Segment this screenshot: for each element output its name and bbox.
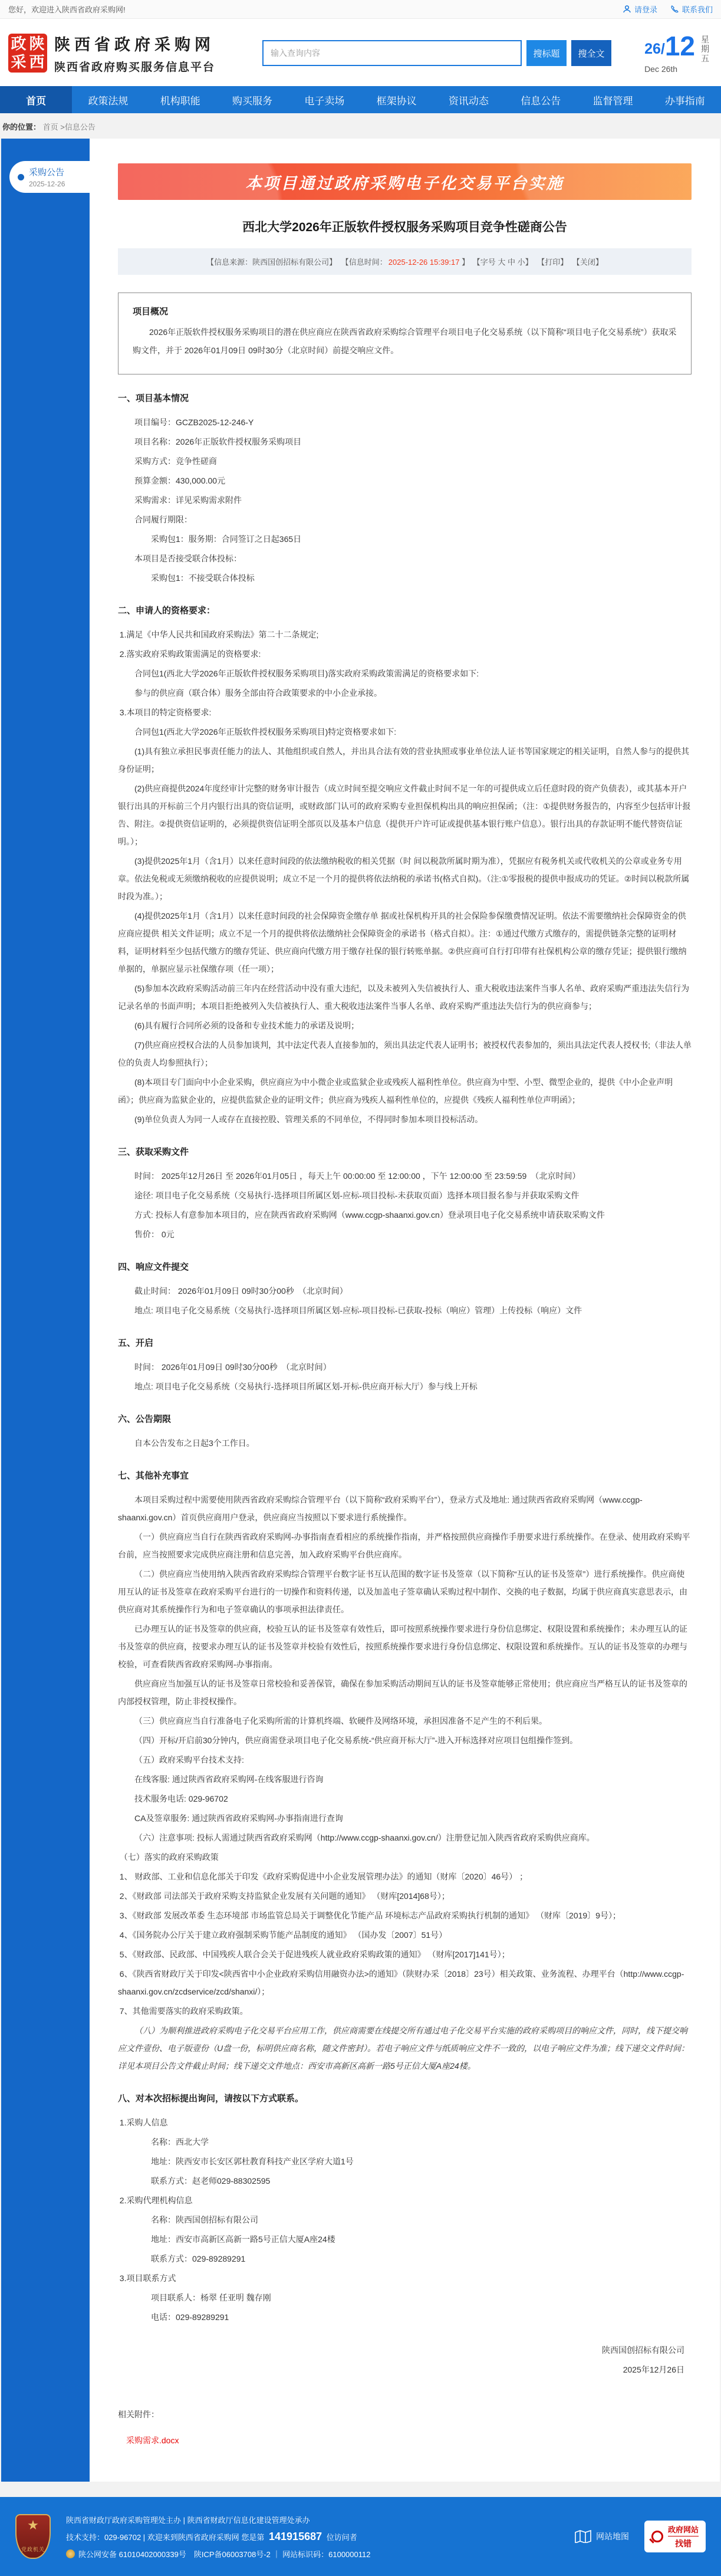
article-paragraph: （二）供应商应当使用纳入陕西省政府采购综合管理平台数字证书互认范围的数字证书及签章（以下简称“互认的证书及签章”）进行系统操作。供应商使用互认的证书及签章在政府采购平台进行的一切操作和资料传递，以及加盖电子签章确认采购过程中制作、交换的电子数据，均属于供应商真实意思表示，由供应商对其系统操作行为和电子签章确认的事项承担法律责任。 [118, 1569, 687, 1614]
article-body [118, 390, 692, 2378]
date-widget [644, 32, 713, 74]
bullet-dot-icon [18, 174, 24, 180]
article-paragraph: 售价： 0元 [134, 1230, 175, 1239]
attachments-label: 相关附件： [118, 2410, 159, 2419]
article-paragraph: 采购包1：服务期：合同签订之日起365日 [151, 534, 302, 544]
main-nav [0, 86, 721, 113]
sidebar-category-label: 采购公告 [29, 167, 65, 178]
article-meta-bar [118, 248, 692, 275]
article-paragraph: 七、其他补充事宜 [118, 1471, 189, 1481]
article-paragraph: 项目编号：GCZB2025-12-246-Y [134, 418, 254, 427]
article-paragraph: 联系方式：029-89289291 [151, 2254, 246, 2263]
user-icon [623, 5, 631, 14]
article-paragraph: 1、 财政部、工业和信息化部关于印发《政府采购促进中小企业发展管理办法》的通知（财库〔2020〕46号） ； [119, 1872, 528, 1881]
article-paragraph: 地址：西安市高新区高新一路5号正信大厦A座24楼 [151, 2235, 335, 2244]
article-paragraph: CA及签章服务: 通过陕西省政府采购网-办事指南进行查询 [134, 1813, 343, 1823]
sidebar-category-date: 2025-12-26 [29, 180, 65, 188]
sitemap-link[interactable] [575, 2530, 629, 2543]
article-paragraph: 三、获取采购文件 [118, 1147, 189, 1157]
logo-seal-icon [8, 34, 47, 73]
article-paragraph: 7、其他需要落实的政府采购政策。 [119, 2006, 248, 2016]
emblem-star-icon: ★ [27, 2518, 39, 2532]
visitors-suffix: 位访问者 [326, 2532, 357, 2542]
date-day: 26/ [644, 41, 665, 57]
article-paragraph: 3.项目联系方式 [119, 2273, 176, 2283]
article-paragraph: 地点: 项目电子化交易系统（交易执行-选择项目所属区划-应标-项目投标-已获取-投标（响应）管理）上传投标（响应）文件 [134, 1306, 582, 1315]
footer-visitors-line [66, 2531, 370, 2543]
nav-item[interactable]: 监督管理 [592, 95, 633, 107]
article-paragraph: 联系方式：赵老师029-88302595 [151, 2176, 271, 2186]
attachment-file-link[interactable]: 采购需求.docx [126, 2436, 179, 2445]
article-paragraph: 地点: 项目电子化交易系统（交易执行-选择项目所属区划-开标-供应商开标大厅）参与线上开标 [134, 1382, 478, 1391]
article-paragraph: 5、《财政部、民政部、中国残疾人联合会关于促进残疾人就业政府采购政策的通知》 （财库[2017]141号）； [119, 1950, 510, 1959]
sitemap-label: 网站地图 [596, 2532, 629, 2541]
article-paragraph: 参与的供应商（联合体）服务全部由符合政策要求的中小企业承接。 [134, 688, 382, 698]
search-title-button[interactable]: 搜标题 [526, 40, 567, 66]
article-paragraph: 2、《财政部 司法部关于政府采购支持监狱企业发展有关问题的通知》 （财库[2014]68号）； [119, 1891, 450, 1901]
breadcrumb-current: >信息公告 [60, 123, 96, 132]
article-panel [90, 139, 720, 2482]
article-paragraph: (1)具有独立承担民事责任能力的法人、其他组织或自然人，并出具合法有效的营业执照或事业单位法人证书等国家规定的相关证明，自然人参与的提供其身份证明； [118, 747, 690, 774]
top-bar [0, 0, 721, 19]
article-paragraph: 在线客服: 通过陕西省政府采购网-在线客服进行咨询 [134, 1775, 324, 1784]
overview-title: 项目概况 [133, 307, 169, 317]
overview-text: 2026年正版软件授权服务采购项目的潜在供应商应在陕西省政府采购综合管理平台项目电子化交易系统（以下简称“项目电子化交易系统”）获取采购文件，并于 2026年01月09日 09时30分（北京时间）前提交响应文件。 [133, 327, 677, 355]
article-paragraph: 1.采购人信息 [119, 2118, 168, 2127]
article-paragraph: （一）供应商应当自行在陕西省政府采购网-办事指南查看相应的系统操作指南，并严格按照供应商操作手册要求进行系统操作。在登录、使用政府采购平台前，应当按照要求完成供应商注册和信息完善，加入政府采购平台供应商库。 [118, 1532, 690, 1559]
site-subtitle: 陕西省政府购买服务信息平台 [54, 61, 216, 74]
article-paragraph: 名称：西北大学 [151, 2137, 209, 2147]
font-size-controls[interactable]: 【字号 大 中 小】 [472, 258, 533, 267]
article-paragraph: 合同包1(西北大学2026年正版软件授权服务采购项目)特定资格要求如下: [134, 727, 397, 737]
date-english: Dec 26th [644, 64, 678, 74]
badge-line2: 找错 [674, 2539, 692, 2548]
article-paragraph: 本项目是否接受联合体投标： [134, 554, 242, 563]
eplatform-banner: 本项目通过政府采购电子化交易平台实施 [118, 163, 692, 200]
article-paragraph: 四、响应文件提交 [118, 1262, 189, 1272]
weekday-label: 星 期 五 [701, 35, 709, 63]
article-paragraph: 陕西国创招标有限公司 [602, 2345, 684, 2355]
nav-item[interactable]: 电子卖场 [304, 95, 345, 107]
article-paragraph: 时间： 2026年01月09日 09时30分00秒 （北京时间） [134, 1362, 331, 1372]
article-paragraph: 技术服务电话: 029-96702 [134, 1794, 228, 1803]
nav-item[interactable]: 框架协议 [376, 95, 417, 107]
article-paragraph: 项目联系人：杨翠 任亚明 魏存刚 [151, 2293, 271, 2302]
article-paragraph: 2025年12月26日 [623, 2365, 684, 2374]
footer-beian-line [66, 2548, 370, 2559]
article-paragraph: (4)提供2025年1月（含1月）以来任意时间段的社会保障资金缴存单 据或社保机构开具的社会保险参保缴费情况证明。依法不需要缴纳社会保障资金的供应商应提供 相关文件证明；成立不足一个月的提供将依法缴纳社会保障资金的承诺书（格式自拟）。注：①通过代缴方式缴存的，需提供链条完整的证明材料，证明材料至少包括代缴方的缴存凭证、供应商向代缴方用于缴存社保的银行转账单据。②供应商可自行打印带有社保机构公章的缴存凭证；提供银行缴纳单据的，单据应显示社保缴存项（任一项）； [118, 911, 687, 974]
logo-char: 政 [11, 35, 27, 52]
nav-item[interactable]: 购买服务 [232, 95, 273, 107]
site-logo[interactable] [8, 32, 215, 74]
article-paragraph: 合同履行期限： [134, 515, 192, 524]
article-paragraph: 2.采购代理机构信息 [119, 2196, 193, 2205]
article-paragraph: 名称：陕西国创招标有限公司 [151, 2215, 258, 2225]
login-link[interactable] [623, 4, 657, 15]
article-paragraph: 采购包1：不接受联合体投标 [151, 573, 255, 583]
article-paragraph: 采购需求：详见采购需求附件 [134, 495, 242, 505]
search-fulltext-button[interactable]: 搜全文 [571, 40, 611, 66]
sidebar-item-procurement-notice[interactable] [9, 161, 90, 193]
article-paragraph: 采购方式：竞争性磋商 [134, 456, 217, 466]
nav-item[interactable]: 首页 [0, 86, 72, 113]
site-title: 陕西省政府采购网 [54, 36, 215, 54]
article-paragraph: 供应商应当加强互认的证书及签章日常校验和妥善保管，确保在参加采购活动期间互认的证书及签章能够正常使用；供应商应当严格互认的证书及签章的内部授权管理，防止非授权操作。 [118, 1679, 687, 1706]
article-paragraph: 途径: 项目电子化交易系统（交易执行-选择项目所属区划-应标-项目投标-未获取页面）选择本项目报名参与并获取采购文件 [134, 1191, 580, 1200]
map-icon [575, 2530, 591, 2543]
footer-organizer-line: 陕西省财政厅政府采购管理处主办 | 陕西省财政厅信息化建设管理处承办 [66, 2515, 310, 2525]
info-time-suffix: 】 [459, 258, 470, 267]
search-area [262, 40, 611, 66]
category-sidebar [1, 139, 90, 2482]
article-paragraph: 五、开启 [118, 1338, 154, 1348]
article-paragraph: 一、项目基本情况 [118, 393, 189, 403]
article-paragraph: (3)提供2025年1月（含1月）以来任意时间段的依法缴纳税收的相关凭据（时 间以税款所属时期为准），凭据应有税务机关或代收机关的公章或业务专用章。依法免税或无须缴纳税收的应提供说明；成立不足一个月的提供将依法纳税的承诺书(格式自拟)。（注:①零报税的提供申报成功的凭证。②时间以税款所属时段为准。）； [118, 856, 690, 901]
article-paragraph: 6、《陕西省财政厅关于印发<陕西省中小企业政府采购信用融资办法>的通知》（陕财办采〔2018〕23号）相关政策、业务流程、办理平台（http://www.ccgp-shaanxi.gov.cn/zcdservice/zcd/shanxi/）； [118, 1969, 684, 1996]
article-paragraph: （六）注意事项: 投标人需通过陕西省政府采购网（http://www.ccgp-shaanxi.gov.cn/）注册登记加入陕西省政府采购供应商库。 [134, 1833, 595, 1842]
attachments-block [118, 2406, 692, 2449]
article-paragraph: (5)参加本次政府采购活动前三年内在经营活动中没有重大违纪，以及未被列入失信被执行人、重大税收违法案件当事人名单、政府采购严重违法失信行为记录名单的书面声明；本项目拒绝被列入失信被执行人、重大税收违法案件当事人名单、政府采购严重违法失信行为的供应商参与； [118, 984, 690, 1011]
breadcrumb-home-link[interactable]: 首页 [42, 123, 58, 132]
footer-gap [0, 2482, 721, 2497]
article-paragraph: 时间： 2025年12月26日 至 2026年01月05日 ，每天上午 00:00:00 至 12:00:00 ，下午 12:00:00 至 23:59:59 （北京时间） [134, 1171, 581, 1181]
badge-line1: 政府网站 [668, 2524, 699, 2536]
site-header [0, 19, 721, 86]
phone-icon [670, 5, 679, 14]
article-paragraph: 项目名称：2026年正版软件授权服务采购项目 [134, 437, 302, 446]
error-report-badge[interactable] [644, 2521, 706, 2552]
visitors-prefix: 技术支持：029-96702 | 欢迎来到陕西省政府采购网 您是第 [66, 2532, 265, 2542]
article-paragraph: 本项目采购过程中需要使用陕西省政府采购综合管理平台（以下简称“政府采购平台”），登录方式及地址: 通过陕西省政府采购网（www.ccgp-shaanxi.gov.cn）首页供应商用户登录，供应商应当按照以下要求进行系统操作。 [118, 1495, 643, 1522]
article-paragraph: (7)供应商应授权合法的人员参加谈判，其中法定代表人直接参加的，须出具法定代表人证明书；被授权代表参加的，须出具法定代表人授权书;（非法人单位的负责人均参照执行）； [118, 1040, 692, 1067]
date-month: 12 [664, 31, 695, 61]
contact-link[interactable] [670, 4, 713, 15]
logo-char: 陕 [29, 35, 45, 52]
welcome-text: 您好，欢迎进入陕西省政府采购网! [8, 5, 126, 14]
article-paragraph: 3、《财政部 发展改革委 生态环境部 市场监管总局关于调整优化节能产品 环境标志产品政府采购执行机制的通知》 （财库〔2019〕9号）； [119, 1911, 621, 1920]
article-paragraph: 预算金额：430,000.00元 [134, 476, 226, 485]
article-paragraph: 1.满足《中华人民共和国政府采购法》第二十二条规定; [119, 630, 319, 639]
article-paragraph: 方式: 投标人有意参加本项目的，应在陕西省政府采购网（www.ccgp-shaanxi.gov.cn）登录项目电子化交易系统申请获取采购文件 [134, 1210, 605, 1220]
article-paragraph: 地址：陕西安市长安区郭杜教育科技产业区学府大道1号 [151, 2157, 354, 2166]
project-overview-box [118, 293, 692, 374]
article-paragraph: 3.本项目的特定资格要求: [119, 708, 212, 717]
nav-item[interactable]: 政策法规 [88, 95, 129, 107]
info-source: 【信息来源：陕西国创招标有限公司】 [206, 258, 337, 267]
article-paragraph: 合同包1(西北大学2026年正版软件授权服务采购项目)落实政府采购政策需满足的资格要求如下: [134, 669, 479, 678]
nav-item[interactable]: 机构职能 [160, 95, 200, 107]
article-paragraph: （四）开标/开启前30分钟内，供应商需登录项目电子化交易系统-“供应商开标大厅”-进入开标选择对应项目包组操作签到。 [134, 1736, 578, 1745]
government-emblem-icon [15, 2514, 51, 2559]
contact-label: 联系我们 [682, 5, 713, 14]
breadcrumb-label: 你的位置： [2, 123, 41, 132]
breadcrumb [0, 113, 721, 139]
info-time-prefix: 【信息时间： [341, 258, 387, 267]
nav-item[interactable]: 办事指南 [664, 95, 705, 107]
magnifier-icon [651, 2531, 663, 2542]
article-paragraph: 截止时间： 2026年01月09日 09时30分00秒 （北京时间） [134, 1286, 348, 1296]
article-paragraph: 八、对本次招标提出询问，请按以下方式联系。 [118, 2094, 304, 2104]
article-paragraph: （三）供应商应当自行准备电子化采购所需的计算机终端、软硬件及网络环境，承担因准备不足产生的不利后果。 [134, 1716, 547, 1726]
page-title: 西北大学2026年正版软件授权服务采购项目竞争性磋商公告 [242, 221, 567, 234]
article-paragraph: (2)供应商提供2024年度经审计完整的财务审计报告（成立时间至提交响应文件截止时间不足一年的可提供成立后任意时段的资产负债表），或其基本开户银行出具的开标前三个月内银行出具的资信证明，或财政部门认可的政府采购专业担保机构出具的响应担保函；（注：①提供财务报告的，内容至少包括审计报告、附注。②提供资信证明的，必须提供资信证明全部页以及基本户信息（提供开户许可证或提供基本银行账户信息）。银行出具的存款证明不能代替资信证明。）； [118, 784, 691, 846]
info-time: 2025-12-26 15:39:17 [388, 258, 460, 267]
article-paragraph: 六、公告期限 [118, 1414, 172, 1424]
print-button[interactable]: 【打印】 [537, 258, 568, 267]
site-footer [0, 2497, 721, 2576]
close-button[interactable]: 【关闭】 [572, 258, 603, 267]
article-paragraph: 电话：029-89289291 [151, 2312, 229, 2322]
logo-char: 西 [29, 53, 45, 71]
article-paragraph: 二、申请人的资格要求： [118, 606, 216, 616]
article-paragraph: (9)单位负责人为同一人或存在直接控股、管理关系的不同单位，不得同时参加本项目投标活动。 [134, 1115, 483, 1124]
article-paragraph: 已办理互认的证书及签章的供应商，校验互认的证书及签章有效性后，即可按照系统操作要求进行身份信息绑定、权限设置和系统操作；未办理互认的证书及签章的供应商，按要求办理互认的证书及签章并校验有效性后，按照系统操作要求进行身份信息绑定、权限设置和系统操作。互认的证书及签章的办理与校验，可查看陕西省政府采购网-办事指南。 [118, 1624, 687, 1669]
article-paragraph: （五）政府采购平台技术支持: [134, 1755, 244, 1765]
nav-item[interactable]: 资讯动态 [448, 95, 489, 107]
article-paragraph: (6)具有履行合同所必须的设备和专业技术能力的承诺及说明； [134, 1021, 360, 1030]
police-badge-icon [66, 2549, 75, 2558]
search-input[interactable] [262, 40, 522, 66]
article-paragraph: （七）落实的政府采购政策 [119, 1852, 219, 1862]
article-paragraph: 2.落实政府采购政策需满足的资格要求: [119, 649, 261, 659]
emblem-label: 党政机关 [21, 2547, 45, 2552]
visitor-count: 141915687 [269, 2530, 322, 2542]
beian-text: 陕公网安备 61010402000339号 陕ICP备06003708号-2 ｜ 网站标识码：6100000112 [78, 2549, 371, 2559]
article-paragraph: （八）为顺利推进政府采购电子化交易平台应用工作，供应商需要在线提交所有通过电子化交易平台实施的政府采购项目的响应文件，同时，线下提交响应文件壹份、电子版壹份（U盘一份，标明供应商名称，随文件密封）。若电子响应文件与纸质响应文件不一致的，以电子响应文件为准；线下递交文件时间：详见本项目公告文件截止时间；线下递交文件地点：西安市高新区高新一路5号正信大厦A座24楼。 [118, 2026, 690, 2071]
article-paragraph: 自本公告发布之日起3个工作日。 [134, 1438, 255, 1448]
logo-char: 采 [11, 53, 27, 71]
article-paragraph: (8)本项目专门面向中小企业采购，供应商应为中小微企业或监狱企业或残疾人福利性单位。供应商为中型、小型、微型企业的，提供《中小企业声明函》；供应商为监狱企业的，应提供监狱企业的证明文件；供应商为残疾人福利性单位的，应提供《残疾人福利性单位声明函》； [118, 1077, 673, 1105]
nav-item[interactable]: 信息公告 [521, 95, 561, 107]
login-label: 请登录 [634, 5, 657, 14]
article-paragraph: 4、《国务院办公厅关于建立政府强制采购节能产品制度的通知》 （国办发〔2007〕51号） [119, 1930, 447, 1940]
